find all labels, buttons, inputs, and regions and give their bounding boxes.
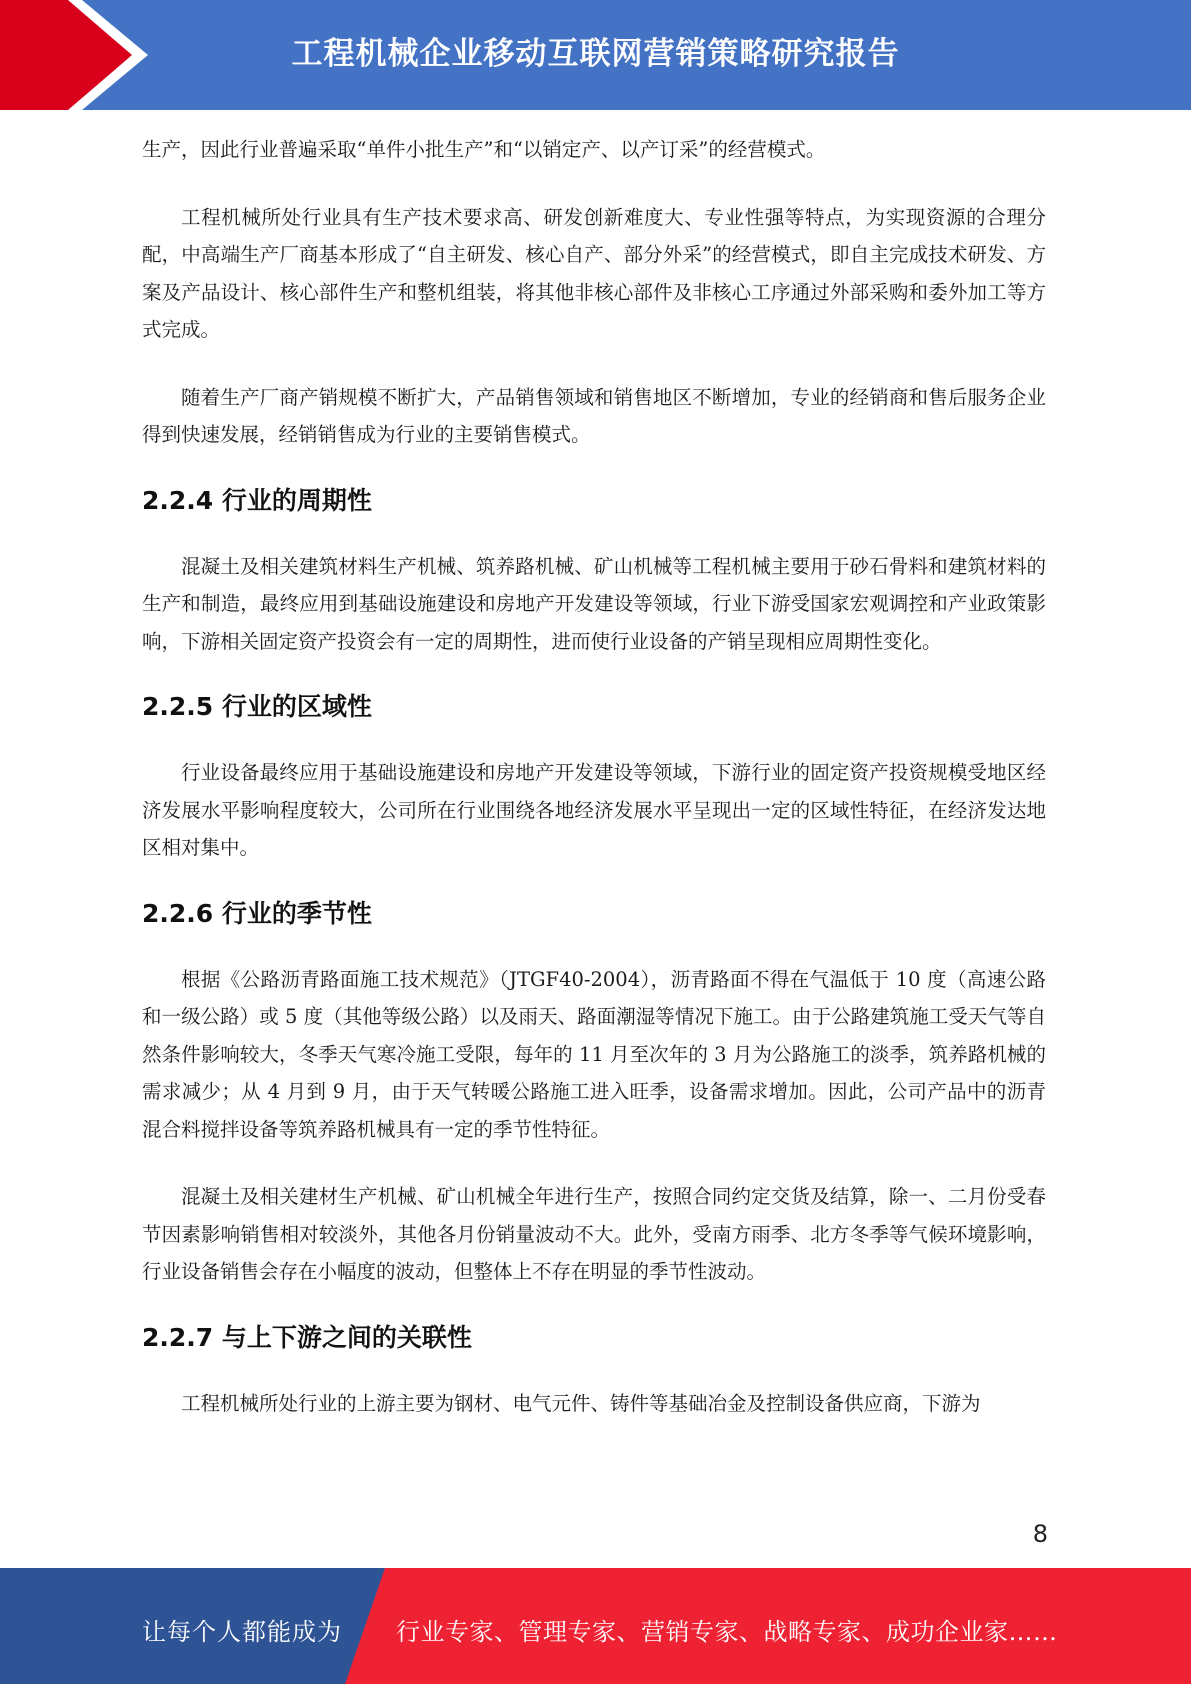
page-footer bbox=[0, 1568, 1191, 1684]
footer-slogan-left: 让每个人都能成为 bbox=[142, 1618, 342, 1646]
section-heading-2-2-6: 2.2.6 行业的季节性 bbox=[142, 898, 372, 928]
page-header bbox=[0, 0, 1191, 110]
header-arrow-decoration bbox=[0, 0, 160, 110]
paragraph: 行业设备最终应用于基础设施建设和房地产开发建设等领域，下游行业的固定资产投资规模受地区经济发展水平影响程度较大，公司所在行业围绕各地经济发展水平呈现出一定的区域性特征，在经济发达地区相对集中。 bbox=[142, 761, 1046, 859]
paragraph: 工程机械所处行业具有生产技术要求高、研发创新难度大、专业性强等特点，为实现资源的合理分配，中高端生产厂商基本形成了“自主研发、核心自产、部分外采”的经营模式，即自主完成技术研发、方案及产品设计、核心部件生产和整机组装，将其他非核心部件及非核心工序通过外部采购和委外加工等方式完成。 bbox=[142, 205, 1046, 341]
paragraph: 根据《公路沥青路面施工技术规范》（JTGF40-2004），沥青路面不得在气温低于 10 度（高速公路和一级公路）或 5 度（其他等级公路）以及雨天、路面潮湿等情况下施工。由于公路建筑施工受天气等自然条件影响较大，冬季天气寒冷施工受限，每年的 11 月至次年的 3 月为公路施工的淡季，筑养路机械的需求减少；从 4 月到 9 月，由于天气转暖公路施工进入旺季，设备需求增加。因此，公司产品中的沥青混合料搅拌设备等筑养路机械具有一定的季节性特征。 bbox=[142, 967, 1046, 1141]
section-heading-2-2-4: 2.2.4 行业的周期性 bbox=[142, 485, 372, 515]
paragraph: 混凝土及相关建材生产机械、矿山机械全年进行生产，按照合同约定交货及结算，除一、二月份受春节因素影响销售相对较淡外，其他各月份销量波动不大。此外，受南方雨季、北方冬季等气候环境影响，行业设备销售会存在小幅度的波动，但整体上不存在明显的季节性波动。 bbox=[142, 1185, 1046, 1283]
paragraph: 随着生产厂商产销规模不断扩大，产品销售领域和销售地区不断增加，专业的经销商和售后服务企业得到快速发展，经销销售成为行业的主要销售模式。 bbox=[142, 385, 1046, 446]
paragraph: 生产，因此行业普遍采取“单件小批生产”和“以销定产、以产订采”的经营模式。 bbox=[142, 138, 826, 161]
section-heading-2-2-5: 2.2.5 行业的区域性 bbox=[142, 692, 372, 721]
paragraph: 混凝土及相关建筑材料生产机械、筑养路机械、矿山机械等工程机械主要用于砂石骨料和建筑材料的生产和制造，最终应用到基础设施建设和房地产开发建设等领域，行业下游受国家宏观调控和产业政策影响，下游相关固定资产投资会有一定的周期性，进而使行业设备的产销呈现相应周期性变化。 bbox=[142, 554, 1046, 653]
header-title: 工程机械企业移动互联网营销策略研究报告 bbox=[291, 36, 900, 72]
main-content bbox=[142, 131, 1046, 1452]
page-number: 8 bbox=[1032, 1520, 1048, 1548]
paragraph: 工程机械所处行业的上游主要为钢材、电气元件、铸件等基础冶金及控制设备供应商，下游为 bbox=[181, 1391, 981, 1415]
section-heading-2-2-7: 2.2.7 与上下游之间的关联性 bbox=[142, 1322, 472, 1352]
footer-slogan-right: 行业专家、管理专家、营销专家、战略专家、成功企业家…… bbox=[396, 1618, 1058, 1646]
